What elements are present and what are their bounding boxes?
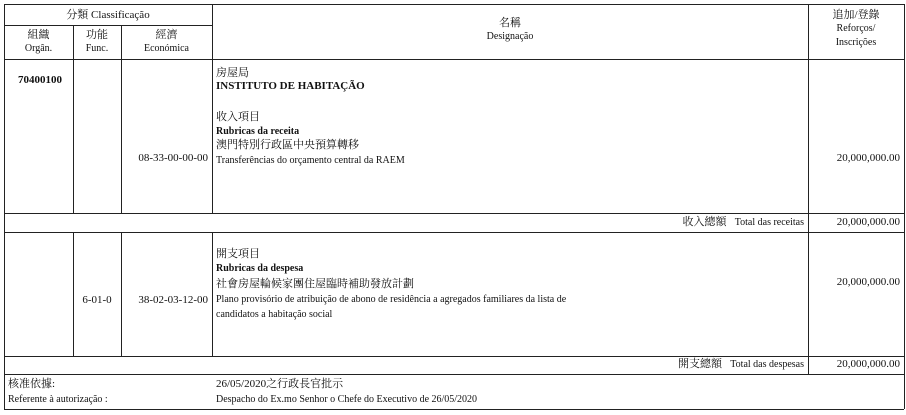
revenue-heading-pt: Rubricas da receita	[216, 126, 300, 137]
revenue-total-label-pt: Total das receitas	[734, 217, 804, 228]
expense-total-amount: 20,000,000.00	[836, 358, 900, 370]
revenue-item-pt: Transferências do orçamento central da RAEM	[216, 155, 405, 166]
expense-item-pt-line2: candidatos a habitação social	[216, 309, 333, 320]
designation-column-header-pt: Designação	[486, 31, 534, 42]
authorization-label-pt: Referente à autorização :	[8, 394, 108, 405]
expense-economic-code: 38-02-03-12-00	[138, 294, 208, 306]
economic-column-header-zh: 經濟	[155, 29, 178, 41]
reinforcements-column-header-pt-line2: Inscrições	[835, 37, 877, 48]
functional-column-rule-expense	[121, 232, 122, 356]
table-border-top	[4, 4, 904, 5]
expense-item-pt-line1: Plano provisório de atribuição de abono de residência a agregados familiares da lista de	[216, 294, 567, 305]
entity-name-zh: 房屋局	[216, 67, 249, 79]
authorization-label-zh: 核准依據:	[8, 378, 56, 390]
revenue-total-amount: 20,000,000.00	[836, 216, 900, 228]
functional-column-header-pt: Func.	[85, 43, 109, 54]
revenue-total-label-zh: 收入總額	[682, 216, 727, 228]
expense-heading-zh: 開支項目	[216, 248, 260, 260]
expense-total-label-zh: 開支總額	[678, 358, 723, 370]
expense-body-bottom-rule	[4, 356, 904, 357]
authorization-text-pt: Despacho do Ex.mo Senhor o Chefe do Executivo de 26/05/2020	[216, 394, 478, 405]
revenue-body-bottom-rule	[4, 213, 904, 214]
functional-column-header-zh: 功能	[86, 29, 108, 41]
expense-heading-pt: Rubricas da despesa	[216, 263, 304, 274]
expense-total-label	[212, 359, 804, 370]
entity-name-pt: INSTITUTO DE HABITAÇÃO	[216, 80, 365, 92]
table-border-left	[4, 4, 5, 409]
reinforcements-column-header-pt-line1: Reforços/	[836, 23, 876, 34]
designation-column-header-zh: 名稱	[499, 17, 521, 29]
reinforcements-column-header-zh: 追加/登錄	[832, 9, 880, 21]
expense-total-label-pt: Total das despesas	[730, 359, 804, 370]
economic-column-header-pt: Económica	[144, 43, 189, 54]
revenue-amount: 20,000,000.00	[836, 152, 900, 164]
table-border-right	[904, 4, 905, 409]
revenue-heading-zh: 收入項目	[216, 111, 260, 123]
expense-total-bottom-rule	[4, 374, 904, 375]
expense-item-zh: 社會房屋輪候家團住屋臨時補助發放計劃	[216, 278, 414, 290]
authorization-text-zh: 26/05/2020之行政長官批示	[216, 378, 344, 390]
organic-column-header-zh: 組織	[27, 29, 50, 41]
revenue-total-bottom-rule	[4, 232, 904, 233]
classification-group-header: 分類 Classificação	[66, 9, 150, 21]
expense-functional-code: 6-01-0	[82, 294, 112, 306]
amount-column-rule	[808, 4, 809, 374]
revenue-item-zh: 澳門特別行政區中央預算轉移	[216, 139, 359, 151]
table-border-bottom	[4, 409, 904, 410]
designation-column-rule-expense	[212, 232, 213, 356]
revenue-economic-code: 08-33-00-00-00	[138, 152, 208, 164]
expense-amount: 20,000,000.00	[836, 276, 900, 288]
organic-column-header-pt: Orgân.	[24, 43, 53, 54]
header-bottom-rule	[4, 59, 904, 60]
revenue-total-label	[212, 217, 804, 228]
organic-code: 70400100	[18, 74, 62, 86]
classification-group-divider	[4, 25, 212, 26]
organic-column-rule-expense	[73, 232, 74, 356]
